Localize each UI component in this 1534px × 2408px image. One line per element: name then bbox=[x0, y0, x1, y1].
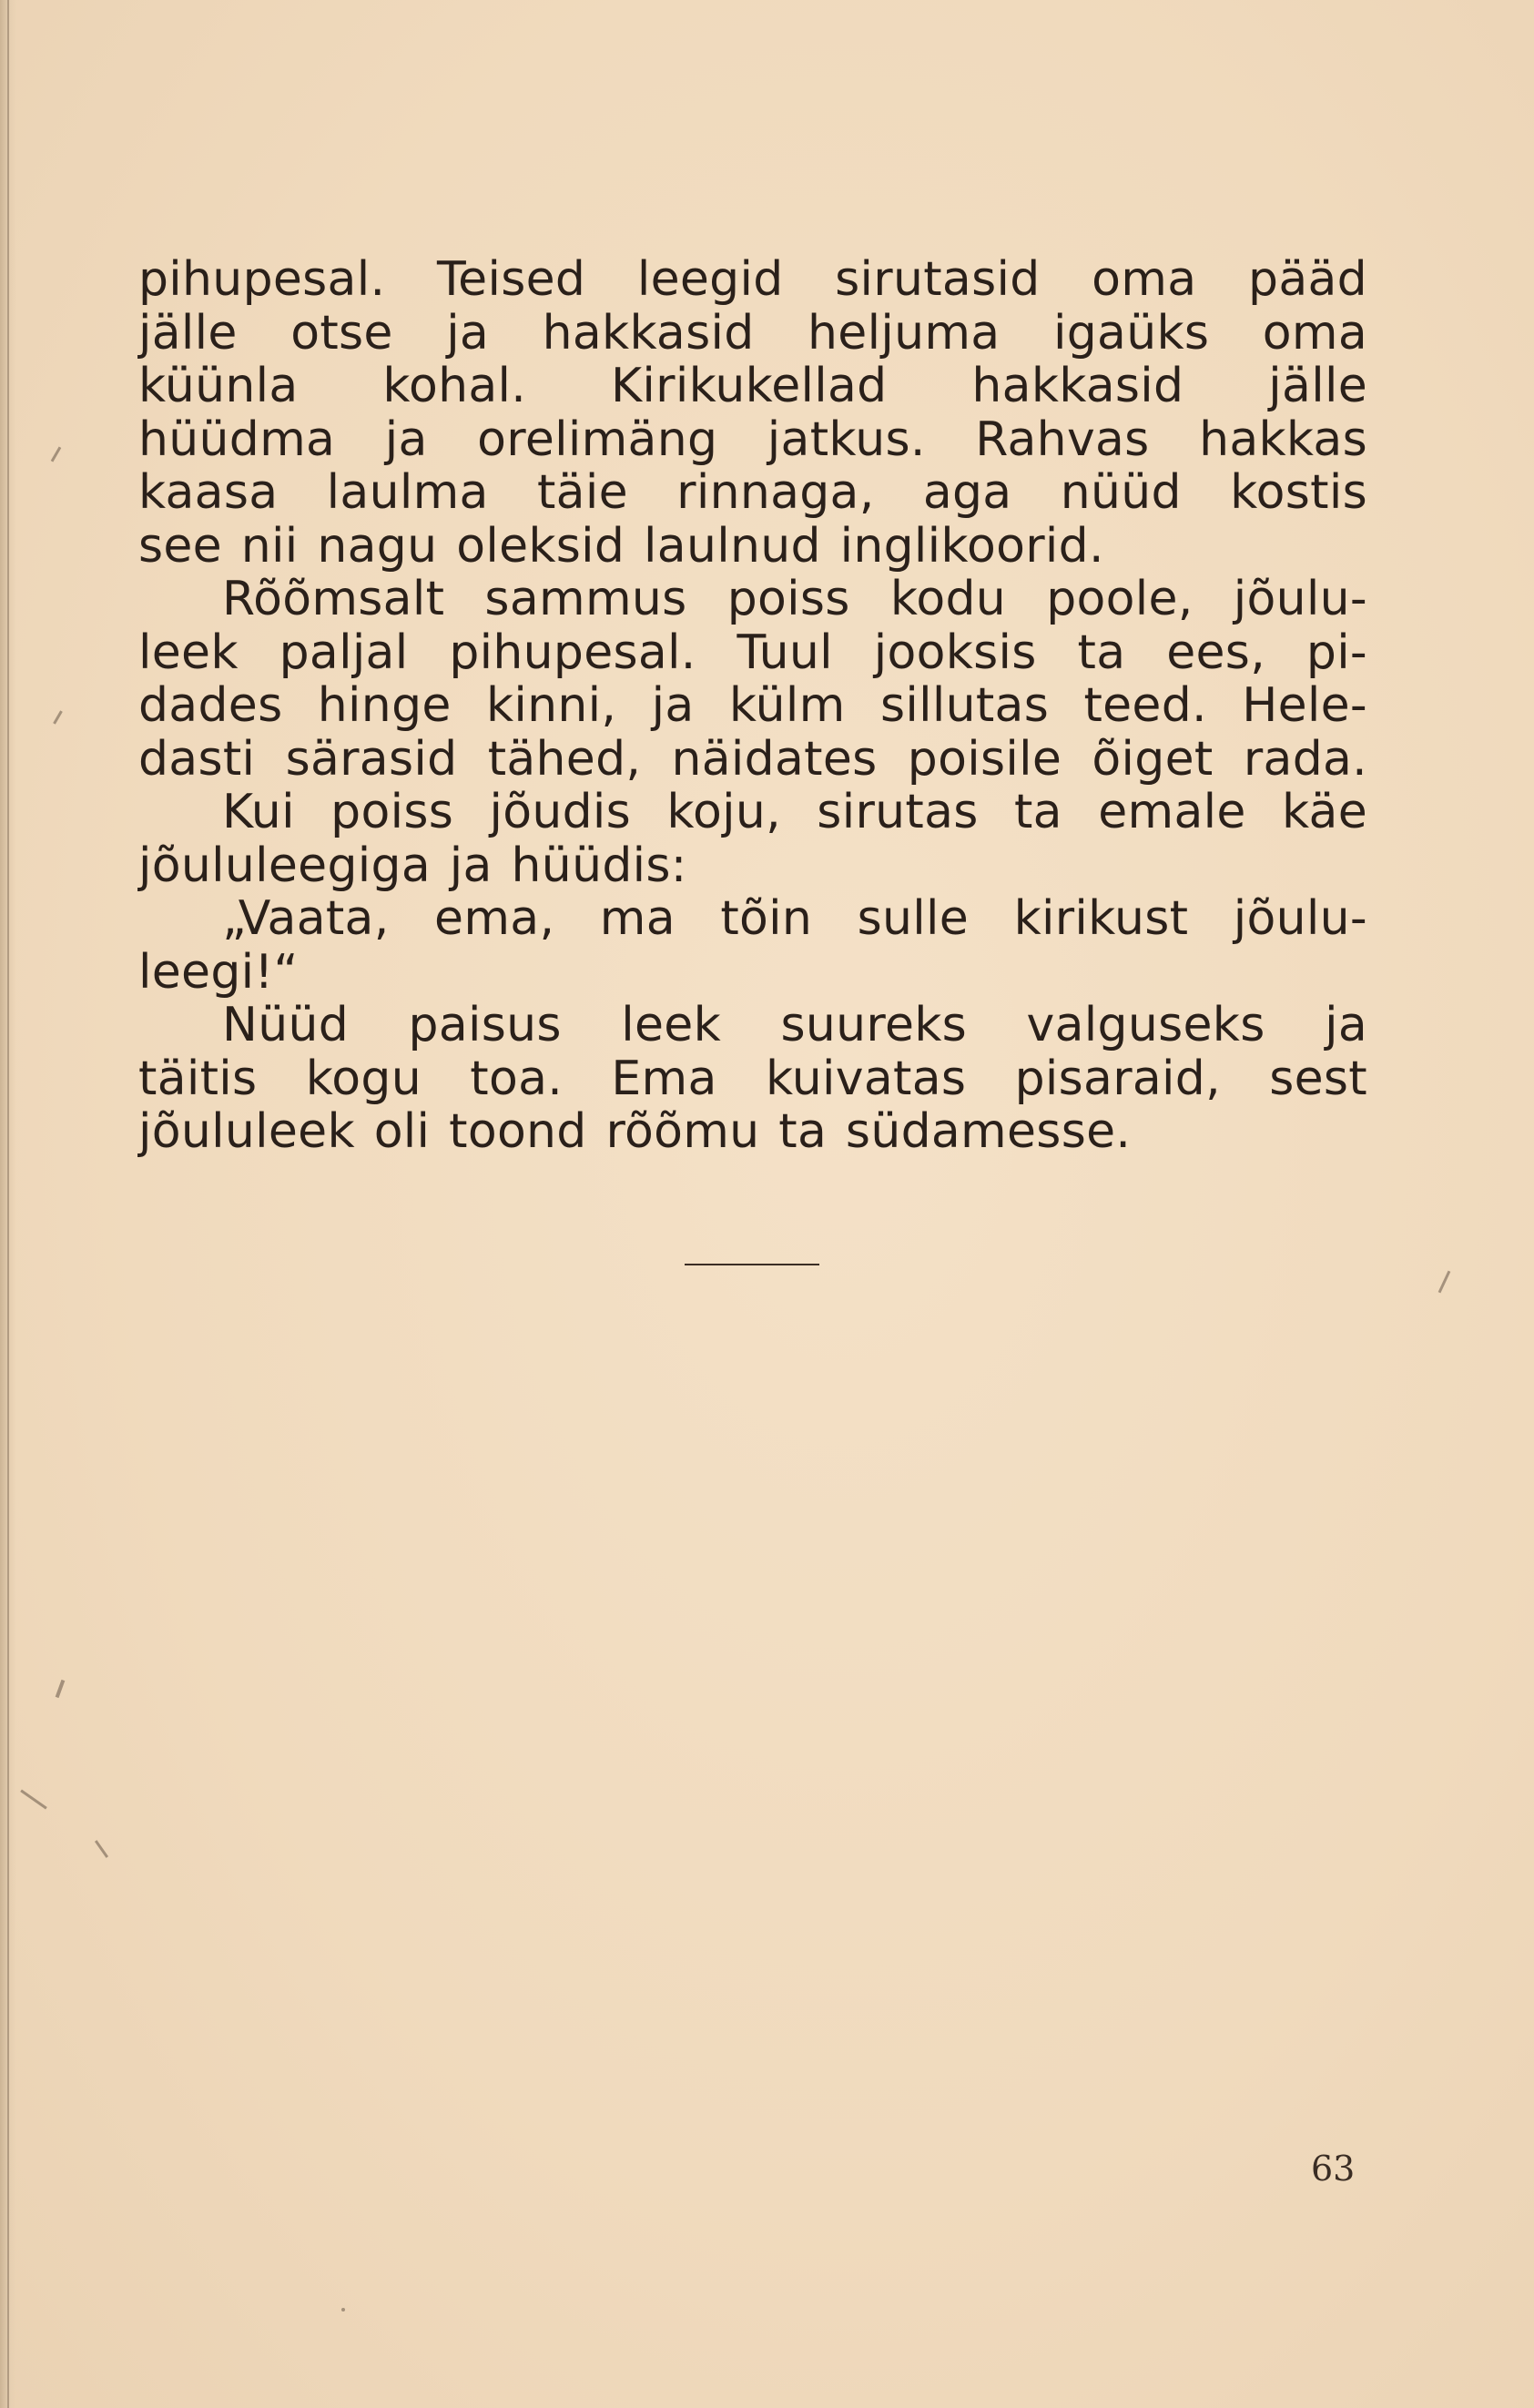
text-line: pihupesal. Teised leegid sirutasid oma pääd bbox=[138, 252, 1367, 307]
text-line: Kui poiss jõudis koju, sirutas ta emale käe bbox=[222, 785, 1367, 839]
text-line: täitis kogu toa. Ema kuivatas pisaraid, sest bbox=[138, 1051, 1367, 1106]
section-divider bbox=[685, 1264, 819, 1265]
text-line: kaasa laulma täie rinnaga, aga nüüd kostis bbox=[138, 465, 1367, 520]
text-line: leegi!“ bbox=[138, 944, 299, 1000]
paper-speck bbox=[1438, 1271, 1451, 1294]
paper-speck bbox=[95, 1840, 108, 1858]
text-line: dasti särasid tähed, näidates poisile õiget rada. bbox=[138, 731, 1367, 787]
text-line: küünla kohal. Kirikukellad hakkasid jälle bbox=[138, 359, 1367, 413]
text-line: see nii nagu oleksid laulnud inglikoorid. bbox=[138, 518, 1104, 574]
text-line: jõululeegiga ja hüüdis: bbox=[138, 838, 687, 893]
text-line: „Vaata, ema, ma tõin sulle kirikust jõulu- bbox=[222, 891, 1367, 946]
text-line: leek paljal pihupesal. Tuul jooksis ta ees, pi- bbox=[138, 625, 1367, 680]
binding-line bbox=[7, 0, 9, 2408]
text-line: hüüdma ja orelimäng jatkus. Rahvas hakkas bbox=[138, 411, 1367, 467]
paper-speck bbox=[53, 710, 63, 724]
body-text bbox=[138, 253, 1367, 1159]
paper-speck bbox=[20, 1790, 47, 1810]
text-line: Nüüd paisus leek suureks valguseks ja bbox=[222, 998, 1367, 1052]
text-line: Rõõmsalt sammus poiss kodu poole, jõulu- bbox=[222, 572, 1367, 626]
text-line: dades hinge kinni, ja külm sillutas teed. Hele- bbox=[138, 678, 1367, 733]
paper-speck bbox=[51, 446, 62, 462]
text-line: jälle otse ja hakkasid heljuma igaüks oma bbox=[138, 305, 1367, 361]
page-number: 63 bbox=[1311, 2149, 1356, 2189]
paper-speck bbox=[56, 1680, 66, 1698]
text-line: jõululeek oli toond rõõmu ta südamesse. bbox=[138, 1104, 1132, 1159]
paper-speck bbox=[341, 2308, 345, 2311]
